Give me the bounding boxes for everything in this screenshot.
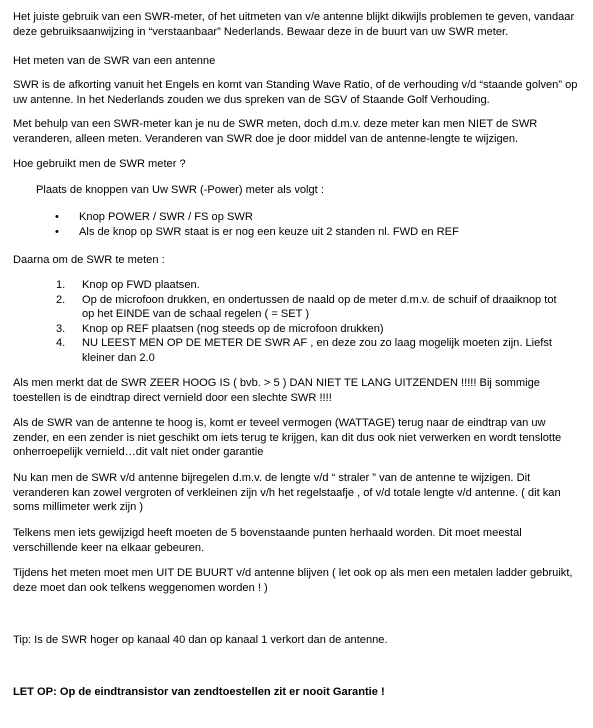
daarna-line: Daarna om de SWR te meten : — [13, 254, 165, 266]
list-item: • Knop POWER / SWR / FS op SWR — [55, 211, 253, 223]
list-item: 3. Knop op REF plaatsen (nog steeds op de microfoon drukken) — [56, 322, 384, 335]
meter-note-paragraph: Met behulp van een SWR-meter kan je nu de SWR meten, doch d.m.v. deze meter kan men NIET de SWR veranderen, alleen meten. Veranderen van SWR doe je door middel van de antenne-lengte te wijzigen. — [13, 118, 538, 145]
distance-paragraph: Tijdens het meten moet men UIT DE BUURT v/d antenne blijven ( let ook op als men een metalen ladder gebruikt, deze moet dan ook telkens weggenomen worden ! ) — [13, 567, 573, 594]
list-item: 1. Knop op FWD plaatsen. — [56, 279, 200, 291]
measure-steps-list — [56, 278, 561, 366]
adjust-antenna-paragraph: Nu kan men de SWR v/d antenne bijregelen d.m.v. de lengte v/d “ straler ” van de antenne te wijzigen. Dit veranderen kan zowel vergroten of verkleinen zijn v/h het regelstaafje , of v/d totale lengte v/d antenne. ( dit kan soms millimeter werk zijn ) — [13, 472, 561, 514]
section-heading: Het meten van de SWR van een antenne — [13, 55, 216, 67]
repeat-paragraph: Telkens men iets gewijzigd heeft moeten de 5 bovenstaande punten herhaald worden. Dit moet meestal verschillende keer na elkaar gebeuren. — [13, 527, 522, 554]
tip-line: Tip: Is de SWR hoger op kanaal 40 dan op kanaal 1 verkort dan de antenne. — [13, 634, 388, 646]
question-line: Hoe gebruikt men de SWR meter ? — [13, 158, 186, 170]
list-item: • Als de knop op SWR staat is er nog een keuze uit 2 standen nl. FWD en REF — [55, 225, 459, 238]
let-op-warning: LET OP: Op de eindtransistor van zendtoestellen zit er nooit Garantie ! — [13, 686, 385, 698]
settings-bullet-list — [55, 210, 575, 239]
knoppen-intro: Plaats de knoppen van Uw SWR (-Power) meter als volgt : — [36, 184, 324, 196]
intro-paragraph: Het juiste gebruik van een SWR-meter, of het uitmeten van v/e antenne blijkt dikwijls problemen te geven, vandaar deze gebruiksaanwijzing in “verstaanbaar” Nederlands. Bewaar deze in de buurt van uw SWR meter. — [13, 11, 575, 38]
swr-explanation-paragraph: SWR is de afkorting vanuit het Engels en komt van Standing Wave Ratio, of de verhouding v/d “staande golven” op uw antenne. In het Nederlands zouden we dus spreken van de SGV of Staande Golf Verhouding. — [13, 79, 578, 106]
list-item: 4. NU LEEST MEN OP DE METER DE SWR AF , en deze zou zo laag mogelijk moeten zijn. Liefst kleiner dan 2.0 — [56, 337, 553, 364]
wattage-paragraph: Als de SWR van de antenne te hoog is, komt er teveel vermogen (WATTAGE) terug naar de eindtrap van uw zender, en een zender is niet geschikt om iets terug te krijgen, kan dit dus ook niet verwerken en wordt tenslotte onherroepelijk vernield…dit valt niet onder garantie — [13, 417, 562, 459]
list-item: 2. Op de microfoon drukken, en ondertussen de naald op de meter d.m.v. de schuif of draaiknop tot op het EINDE van de schaal regelen ( = SET ) — [56, 293, 557, 321]
high-swr-warning: Als men merkt dat de SWR ZEER HOOG IS ( bvb. > 5 ) DAN NIET TE LANG UITZENDEN !!!!! Bij sommige toestellen is de eindtrap direct vernield door een slechte SWR !!!! — [13, 377, 540, 404]
bullet-icon: • — [55, 211, 59, 223]
bullet-icon: • — [55, 225, 59, 238]
